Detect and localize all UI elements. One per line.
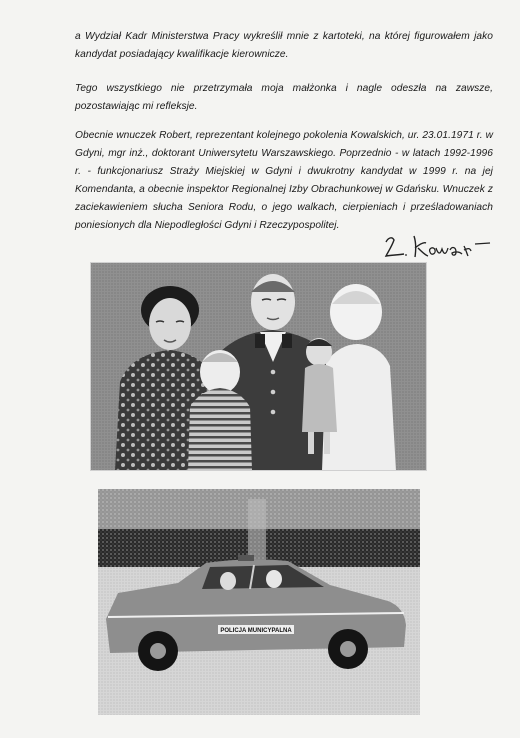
paragraph-3: Obecnie wnuczek Robert, reprezentant kolejnego pokolenia Kowalskich, ur. 23.01.1971 r. w Gdyni, mgr inż., doktorant Uniwersytetu Warszawskiego. Poprzednio - w latach 1992-1996 r. - funkcjonariusz Straży Miejskiej w Gdyni i dwukrotny kandydat w 1999 r. na jej Komendanta, a obecnie inspektor Regionalnej Izby Obrachunkowej w Gdańsku. Wnuczek z zaciekawieniem słucha Seniora Rodu, o jego walkach, cierpieniach i prześladowaniach poniesionych dla Niepodległości Gdyni i Rzeczypospolitej. <box>75 130 493 231</box>
car-door-text: POLICJA MUNICYPALNA <box>220 628 292 634</box>
police-car-photo <box>98 489 420 715</box>
paragraph-1: a Wydział Kadr Ministerstwa Pracy wykreślił mnie z kartoteki, na której figurowałem jako kandydat posiadający kwalifikacje kierownicze. <box>75 31 493 60</box>
paragraph-2: Tego wszystkiego nie przetrzymała moja małżonka i nagle odeszła na zawsze, pozostawiając mi refleksje. <box>75 83 493 112</box>
family-photo <box>90 262 427 471</box>
handwritten-signature <box>378 228 493 262</box>
